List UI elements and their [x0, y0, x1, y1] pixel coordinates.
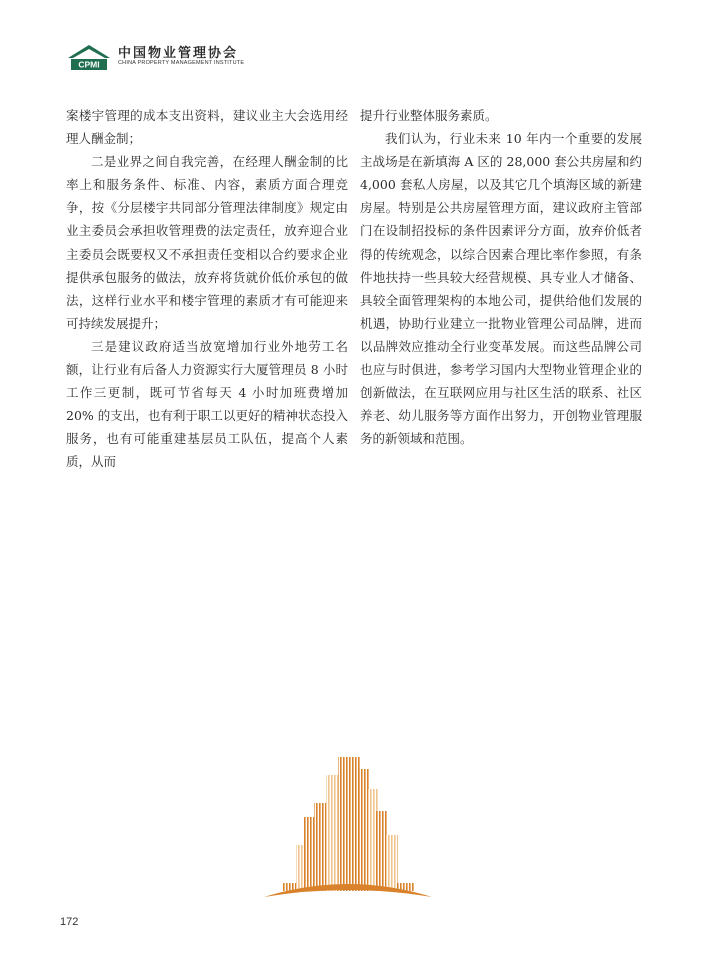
left-column [66, 104, 348, 474]
org-name-english: CHINA PROPERTY MANAGEMENT INSTITUTE [118, 60, 245, 66]
page-number: 172 [60, 916, 79, 928]
logo-text: CPMI [78, 59, 100, 70]
paragraph: 提升行业整体服务素质。 [360, 108, 498, 123]
paragraph: 案楼宇管理的成本支出资料，建议业主大会选用经理人酬金制； [66, 108, 348, 147]
paragraph: 我们认为，行业未来 10 年内一个重要的发展主战场是在新填海 A 区的 28,000 套公共房屋和约 4,000 套私人房屋，以及其它几个填海区域的新建房屋。特别是公共房屋管理方面，建议政府主管部门在设制招投标的条件因素评分方面，放弃价低者得的传统观念，以综合因素合理比率作参照，有条件地扶持一些具较大经营规模、具专业人才储备、具较全面管理架构的本地公司，提供给他们发展的机遇，协助行业建立一批物业管理公司品牌，进而以品牌效应推动全行业变革发展。而这些品牌公司也应与时俱进，参考学习国内大型物业管理企业的创新做法，在互联网应用与社区生活的联系、社区养老、幼儿服务等方面作出努力，开创物业管理服务的新领域和范围。 [360, 131, 642, 447]
org-name-chinese: 中国物业管理协会 [118, 46, 239, 61]
paragraph: 三是建议政府适当放宽增加行业外地劳工名额，让行业有后备人力资源实行大厦管理员 8 小时工作三更制，既可节省每天 4 小时加班费增加 20% 的支出，也有利于职工以更好的精神状态投入服务，也有可能重建基层员工队伍，提高个人素质，从而 [66, 338, 348, 470]
cpmi-logo-icon [66, 42, 112, 72]
skyline-illustration [262, 745, 434, 900]
page-header [66, 42, 306, 72]
right-column [360, 104, 642, 450]
paragraph: 二是业界之间自我完善，在经理人酬金制的比率上和服务条件、标准、内容，素质方面合理竞争，按《分层楼宇共同部分管理法律制度》规定由业主委员会承担收管理费的法定责任，放弃迎合业主委员会既要权又不承担责任变相以合约要求企业提供承包服务的做法，放弃将货就价低价承包的做法，这样行业水平和楼宇管理的素质才有可能迎来可持续发展提升； [66, 154, 348, 331]
